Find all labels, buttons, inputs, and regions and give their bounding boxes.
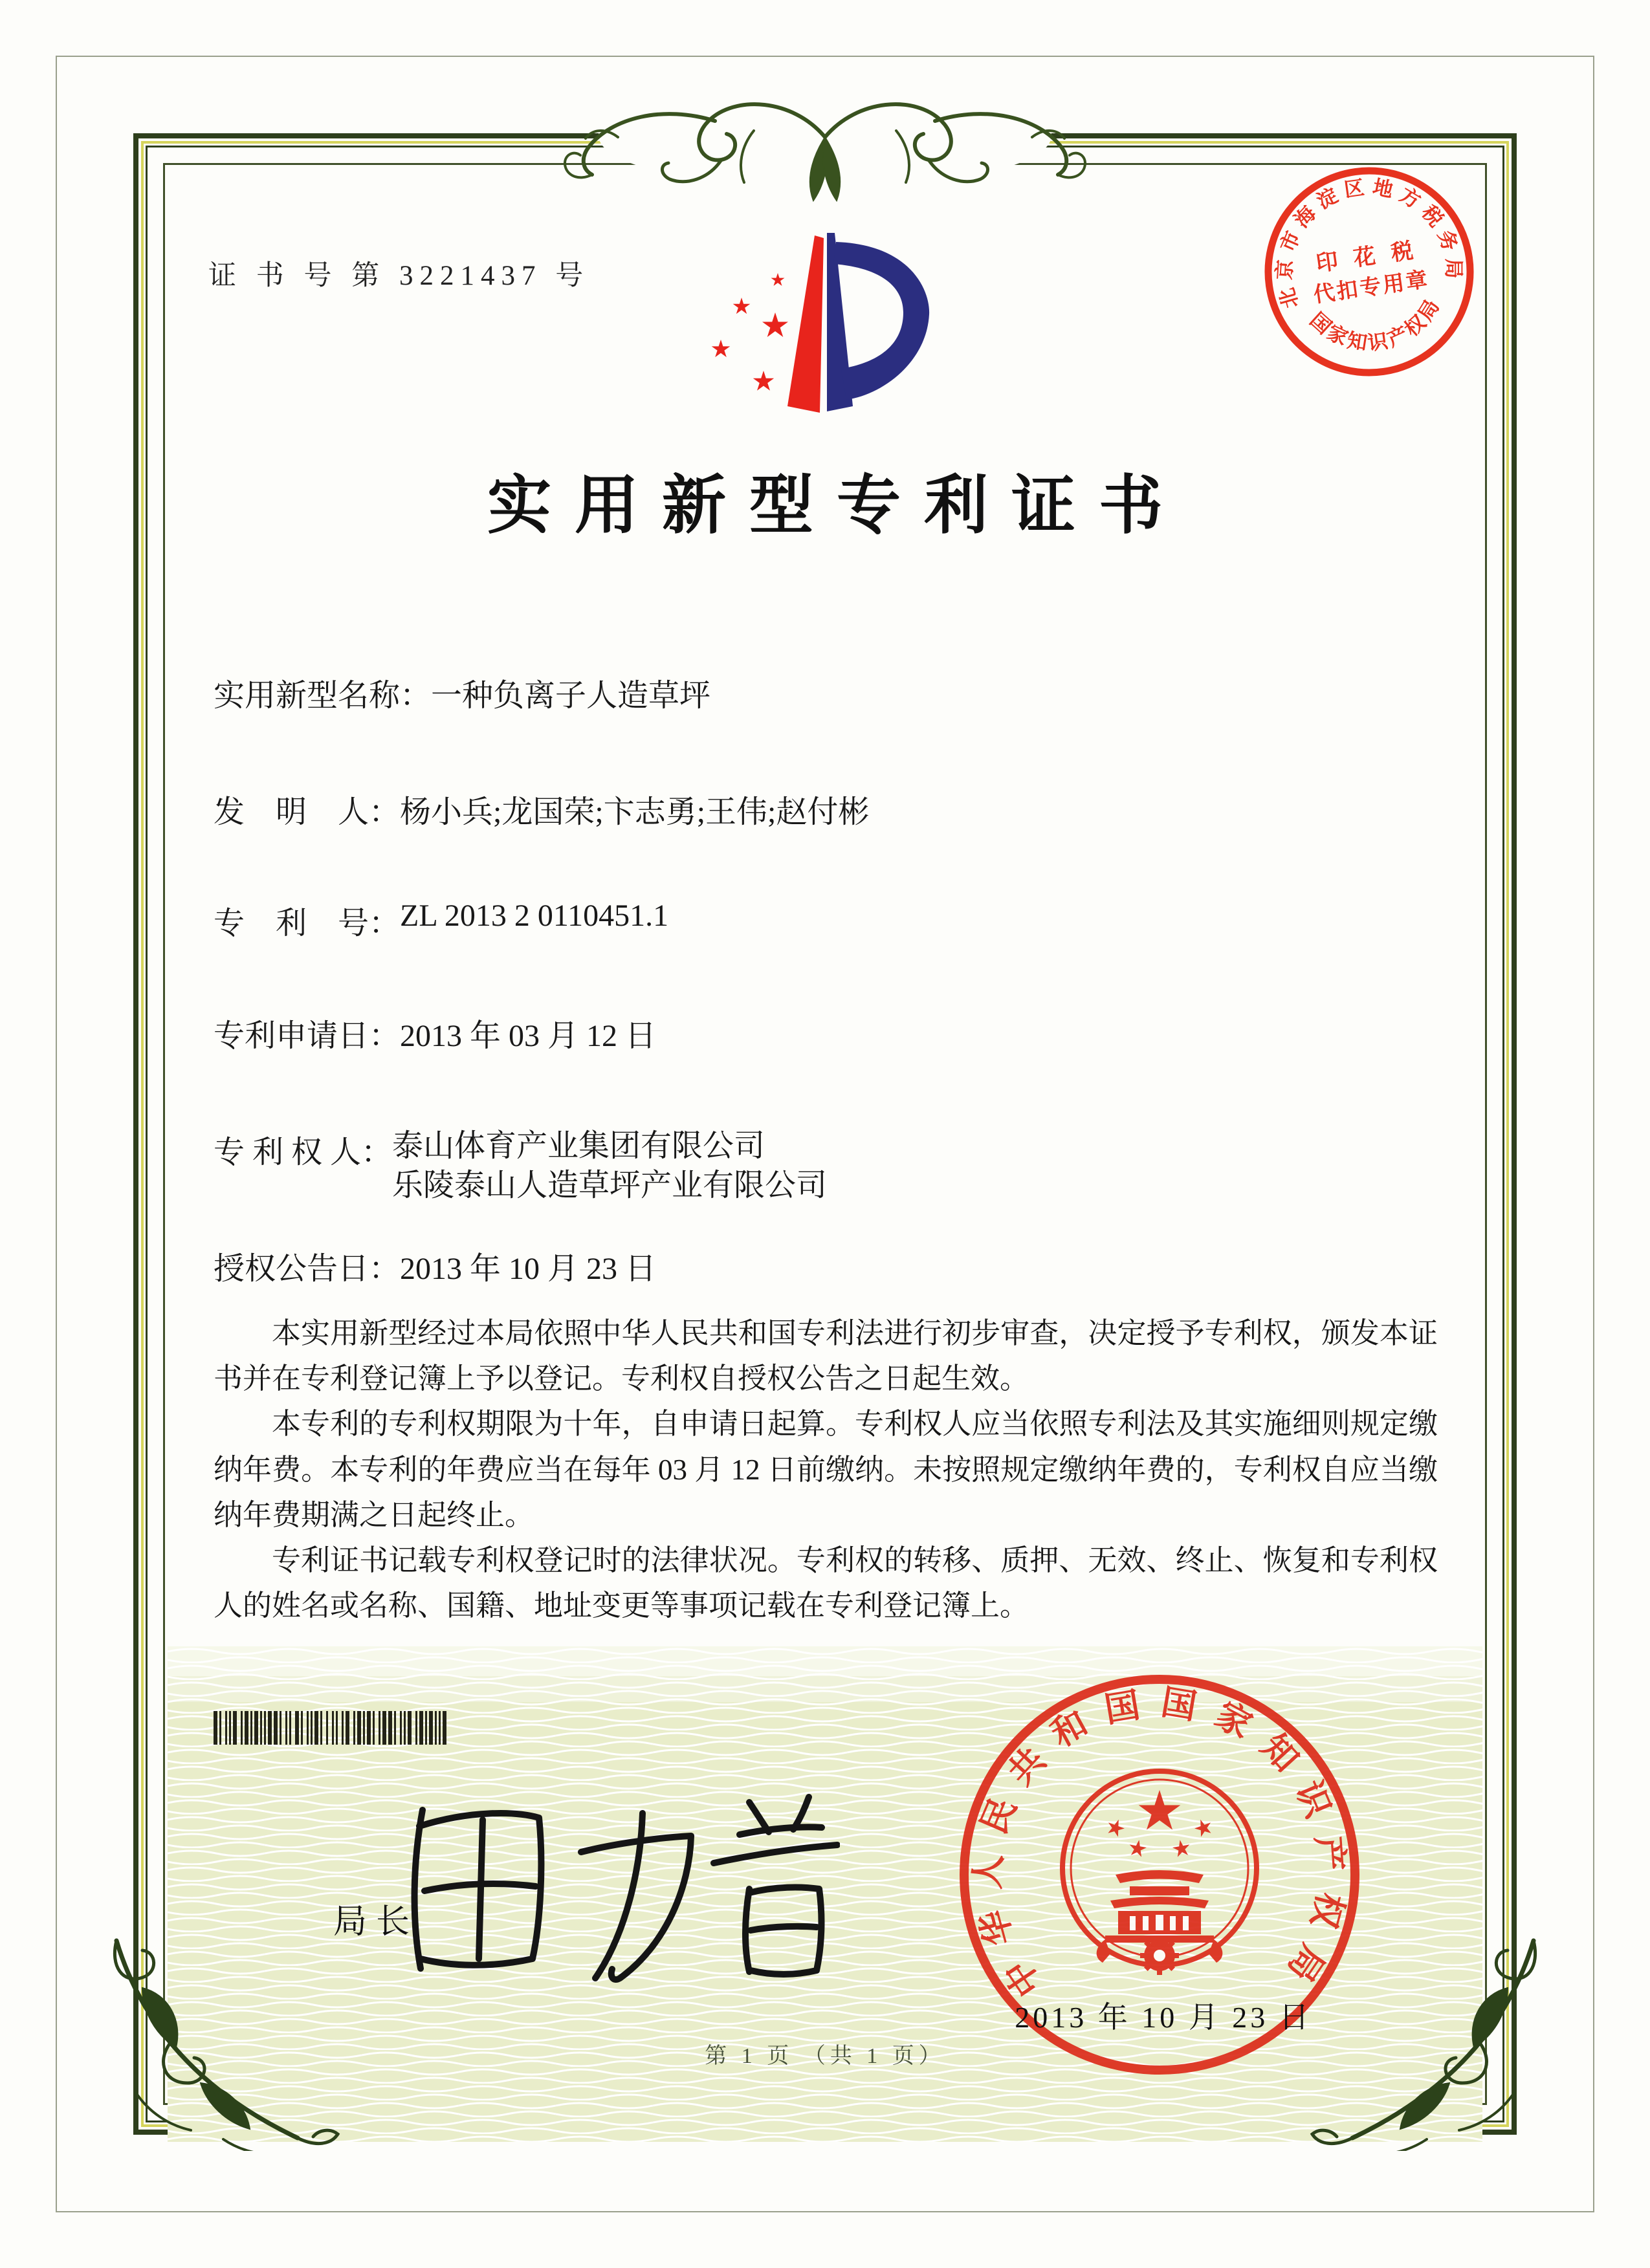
- patent-office-logo: [699, 230, 935, 424]
- page-footer: 第 1 页 （共 1 页）: [705, 2044, 945, 2068]
- field-label: 专 利 号：: [214, 906, 401, 941]
- tax-stamp-center-line1: 印 花 税: [1314, 238, 1420, 277]
- logo-star-icon: [771, 273, 785, 286]
- tax-stamp-center-line2: 代扣专用章: [1312, 268, 1431, 308]
- logo-red-wedge: [787, 235, 824, 413]
- field-label: 授权公告日：: [214, 1252, 401, 1286]
- logo-star-icon: [712, 340, 731, 357]
- seal-ring-text: 中华人民共和国国家知识产权局: [967, 1683, 1352, 2004]
- director-signature: [387, 1765, 840, 2004]
- field-label: 实用新型名称：: [214, 679, 432, 713]
- director-label: 局长: [333, 1904, 419, 1941]
- field-row-patentee: [214, 1127, 827, 1206]
- legal-paragraph-1: 本实用新型经过本局依照中华人民共和国专利法进行初步审查，决定授予专利权，颁发本证书并在专利登记簿上予以登记。专利权自授权公告之日起生效。: [214, 1317, 1438, 1395]
- field-label: 发 明 人：: [214, 795, 401, 829]
- certificate-number: 证 书 号 第 3221437 号: [208, 261, 590, 291]
- grant-seal-date: 2013 年 10 月 23 日: [1015, 2001, 1312, 2034]
- tax-withholding-stamp: [1259, 162, 1479, 382]
- field-row-grant-date: [214, 1243, 656, 1288]
- barcode: [214, 1711, 448, 1745]
- field-value: 2013 年 03 月 12 日: [400, 1019, 657, 1053]
- field-value: [392, 1127, 827, 1206]
- legal-paragraph-3: 专利证书记载专利权登记时的法律状况。专利权的转移、质押、无效、终止、恢复和专利权人的姓名或名称、国籍、地址变更等事项记载在专利登记簿上。: [214, 1543, 1438, 1622]
- certificate-title: 实用新型专利证书: [487, 471, 1186, 541]
- director-signature-name: [0, 0, 1, 1]
- tax-stamp-ring-bottom-text: 国家知识产权局: [1305, 293, 1446, 355]
- field-value: ZL 2013 2 0110451.1: [400, 899, 669, 933]
- field-label: 专利申请日：: [214, 1019, 401, 1053]
- logo-star-icon: [762, 312, 788, 337]
- field-row-name: [214, 670, 710, 715]
- logo-star-icon: [753, 371, 774, 391]
- legal-text: [214, 1311, 1438, 1628]
- field-row-filing-date: [214, 1010, 656, 1055]
- field-value: 一种负离子人造草坪: [431, 679, 711, 713]
- logo-star-icon: [733, 298, 751, 314]
- field-row-inventors: [214, 787, 869, 831]
- legal-paragraph-2: 本专利的专利权期限为十年，自申请日起算。专利权人应当依照专利法及其实施细则规定缴纳年费。本专利的年费应当在每年 03 月 12 日前缴纳。未按照规定缴纳年费的，专利权自应当缴纳年费期满之日起终止。: [214, 1408, 1438, 1531]
- logo-blue-bowl: [833, 242, 929, 400]
- tax-stamp-ring-top-text: 北京市海淀区地方税务局: [1273, 175, 1466, 311]
- patentee-line-2: 乐陵泰山人造草坪产业有限公司: [392, 1168, 828, 1203]
- field-row-patent-number: [214, 898, 668, 943]
- patentee-line-1: 泰山体育产业集团有限公司: [392, 1129, 765, 1163]
- national-emblem: [1062, 1771, 1257, 1975]
- field-value: 2013 年 10 月 23 日: [400, 1252, 657, 1286]
- top-scroll-ornament: [521, 60, 1129, 221]
- field-value: 杨小兵;龙国荣;卞志勇;王伟;赵付彬: [400, 795, 870, 829]
- field-label: 专 利 权 人：: [214, 1135, 393, 1170]
